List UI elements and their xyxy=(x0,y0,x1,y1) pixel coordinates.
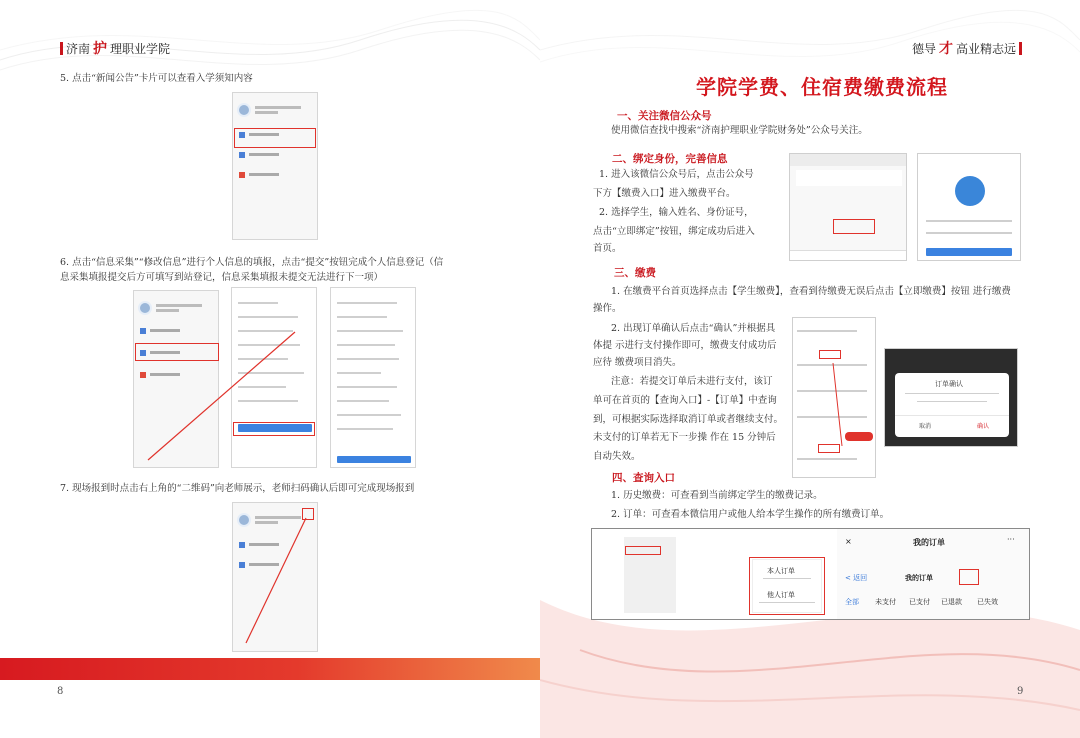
tab-expired[interactable]: 已失效 xyxy=(977,598,998,606)
section-4-heading: 四、查询入口 xyxy=(612,472,675,484)
section-1-heading: 一、关注微信公众号 xyxy=(617,110,712,122)
page-number-left: 8 xyxy=(57,686,64,697)
section-3-detail-4: 注意：若提交订单后未进行支付，该订 xyxy=(611,376,773,387)
section-3-line-1: 1. 在缴费平台首页选择点击【学生缴费】，查看到待缴费无误后点击【立即缴费】按钮 进行缴费 xyxy=(611,286,1011,297)
my-orders-option[interactable]: 本人订单 xyxy=(767,567,795,575)
brand-prefix: 济南 xyxy=(66,41,91,56)
brand-accent: 护 xyxy=(93,41,108,57)
phone-screenshot-news xyxy=(232,92,318,240)
order-confirm-screenshot xyxy=(884,348,1018,447)
step-5-text: 5. 点击“新闻公告”卡片可以查看入学须知内容 xyxy=(60,73,253,84)
wechat-account-screenshot xyxy=(789,153,907,261)
section-3-detail-8: 自动失效。 xyxy=(593,451,641,462)
section-3-detail-7: 未支付的订单若无下一步操 作在 15 分钟后 xyxy=(593,432,776,443)
section-3-detail-1: 2. 出现订单确认后点击“确认”并根据具 xyxy=(611,323,776,334)
motto-accent: 才 xyxy=(938,41,953,57)
section-2-heading: 二、绑定身份，完善信息 xyxy=(612,153,728,165)
step-6-line1: 6. 点击“信息采集”“修改信息”进行个人信息的填报，点击“提交”按钮完成个人信息登记（信 xyxy=(60,257,444,268)
section-2-line-2: 下方【缴费入口】进入缴费平台。 xyxy=(593,188,736,199)
section-3-detail-3: 应待 缴费项目消失。 xyxy=(593,357,682,368)
more-icon[interactable]: ··· xyxy=(1007,535,1015,544)
section-2-line-4: 点击“立即绑定”按钮，绑定成功后进入 xyxy=(593,226,755,237)
filter-icon[interactable] xyxy=(959,569,979,585)
back-link[interactable]: < 返回 xyxy=(845,574,868,582)
section-2-line-5: 首页。 xyxy=(593,243,622,254)
bind-student-screenshot xyxy=(917,153,1021,261)
phone-screenshot-submit xyxy=(330,287,416,468)
section-3-detail-6: 到，可根据实际选择取消订单或者继续支付。 xyxy=(593,414,784,425)
section-3-detail-2: 体提 示进行支付操作即可，缴费支付成功后 xyxy=(593,340,777,351)
dialog-cancel-button[interactable]: 取消 xyxy=(919,423,932,430)
order-confirm-dialog xyxy=(895,373,1009,437)
my-orders-screenshot xyxy=(591,528,1030,620)
tab-refunded[interactable]: 已退款 xyxy=(941,598,962,606)
phone-header xyxy=(237,99,313,121)
brand-bar xyxy=(60,42,63,55)
dialog-title: 订单确认 xyxy=(935,380,963,388)
section-4-line-1: 1. 历史缴费：可查看到当前绑定学生的缴费记录。 xyxy=(611,490,823,501)
step-7-text: 7. 现场报到时点击右上角的“二维码”向老师展示，老师扫码确认后即可完成现场报到 xyxy=(60,483,415,494)
orders-subtitle: 我的订单 xyxy=(905,574,933,582)
section-3-heading: 三、缴费 xyxy=(614,267,656,279)
page-title: 学院学费、住宿费缴费流程 xyxy=(696,75,948,99)
orders-header-title: 我的订单 xyxy=(913,538,945,547)
payment-entry-highlight xyxy=(833,219,875,234)
motto-logo xyxy=(912,38,1022,58)
order-menu-highlight xyxy=(749,557,825,615)
section-2-line-1: 1. 进入该微信公众号后，点击公众号 xyxy=(599,169,754,180)
section-2-line-3: 2. 选择学生，输入姓名、身份证号， xyxy=(599,207,754,218)
brand-suffix: 理职业学院 xyxy=(110,41,171,56)
student-pay-highlight xyxy=(819,350,841,359)
arrow-decoration-3 xyxy=(830,360,850,450)
tab-paid[interactable]: 已支付 xyxy=(909,598,930,606)
bottom-color-band xyxy=(0,658,540,680)
section-1-text: 使用微信查找中搜索“济南护理职业学院财务处”公众号关注。 xyxy=(611,125,868,136)
section-4-line-2: 2. 订单：可查看本微信用户或他人给本学生操作的所有缴费订单。 xyxy=(611,509,890,520)
news-card-highlight xyxy=(234,128,316,148)
avatar xyxy=(237,103,251,117)
orders-panel xyxy=(837,529,1030,620)
tab-all[interactable]: 全部 xyxy=(845,598,859,606)
section-3-line-2: 操作。 xyxy=(593,303,622,314)
motto-prefix: 德导 xyxy=(911,41,936,56)
arrow-decoration-1 xyxy=(140,330,310,470)
close-icon[interactable]: × xyxy=(845,537,852,546)
step-6-line2: 息采集填报提交后方可填写到站登记，信息采集填报未提交无法进行下一项） xyxy=(60,272,384,283)
page-number-right: 9 xyxy=(1017,686,1024,697)
motto-suffix: 高业精志远 xyxy=(955,41,1016,56)
school-logo xyxy=(60,38,170,58)
tab-unpaid[interactable]: 未支付 xyxy=(875,598,896,606)
query-entry-highlight xyxy=(625,546,661,555)
arrow-decoration-2 xyxy=(240,515,315,650)
other-orders-option[interactable]: 他人订单 xyxy=(767,591,795,599)
section-3-detail-5: 单可在首页的【查询入口】-【订单】中查询 xyxy=(593,395,777,406)
dialog-confirm-button[interactable]: 确认 xyxy=(977,423,990,430)
motto-bar xyxy=(1019,42,1022,55)
